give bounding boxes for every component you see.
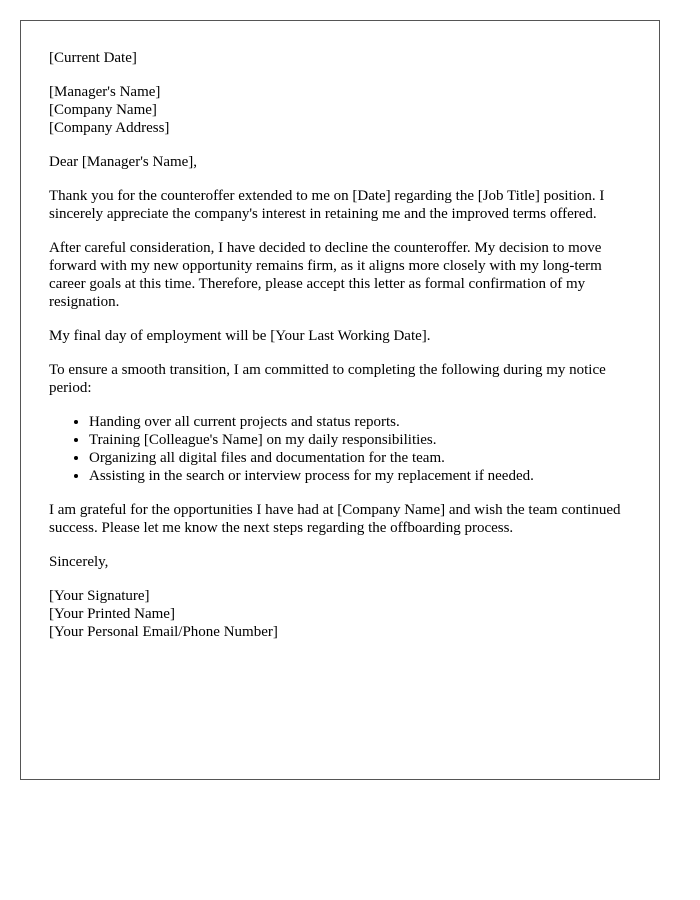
recipient-block [49, 83, 639, 137]
recipient-name: [Manager's Name] [49, 84, 161, 100]
closing: Sincerely, [49, 554, 109, 570]
signature-placeholder: [Your Signature] [49, 588, 150, 604]
list-item: • Handing over all current projects and status reports. [89, 413, 639, 431]
printed-name: [Your Printed Name] [49, 606, 175, 622]
recipient-address: [Company Address] [49, 120, 170, 136]
paragraph-final-day: My final day of employment will be [Your Last Working Date]. [49, 328, 431, 344]
list-item: • Organizing all digital files and documentation for the team. [89, 449, 639, 467]
letter-page [20, 20, 660, 780]
letter-date: [Current Date] [49, 50, 137, 66]
paragraph-transition-intro: To ensure a smooth transition, I am committed to completing the following during my notice period: [49, 362, 606, 396]
contact-info: [Your Personal Email/Phone Number] [49, 624, 278, 640]
paragraph-counteroffer-thanks: Thank you for the counteroffer extended to me on [Date] regarding the [Job Title] position. I sincerely appreciate the company's interest in retaining me and the improved terms offered. [49, 188, 605, 222]
signature-block [49, 587, 639, 641]
transition-list [49, 413, 639, 485]
list-item: • Training [Colleague's Name] on my daily responsibilities. [89, 431, 639, 449]
recipient-company: [Company Name] [49, 102, 157, 118]
closing-paragraph: I am grateful for the opportunities I have had at [Company Name] and wish the team continued success. Please let me know the next steps regarding the offboarding process. [49, 502, 621, 536]
paragraph-decision: After careful consideration, I have decided to decline the counteroffer. My decision to move forward with my new opportunity remains firm, as it aligns more closely with my long-term career goals at this time. Therefore, please accept this letter as formal confirmation of my resignation. [49, 240, 602, 310]
list-item: • Assisting in the search or interview process for my replacement if needed. [89, 467, 639, 485]
letter-body [49, 49, 639, 657]
salutation: Dear [Manager's Name], [49, 154, 198, 170]
